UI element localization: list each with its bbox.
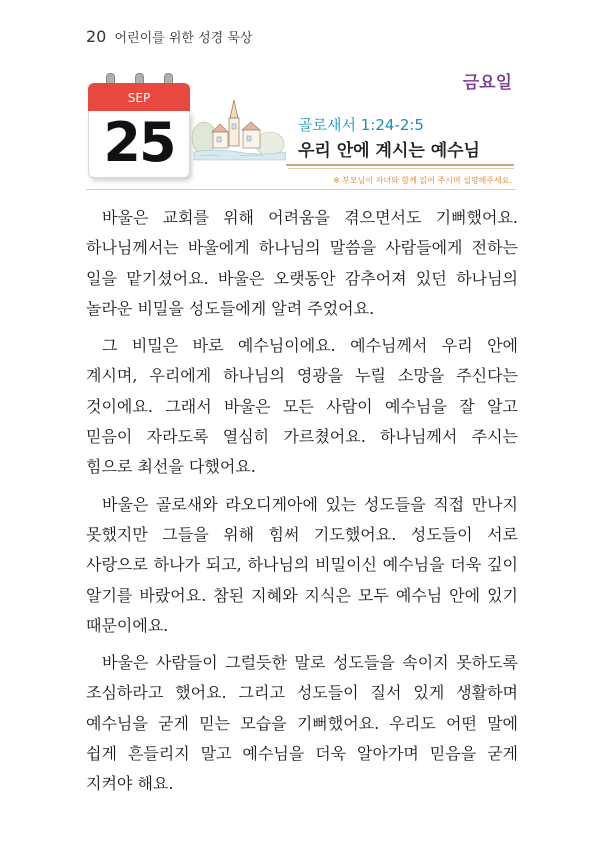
title-underline <box>288 168 514 169</box>
calendar-day: 25 <box>88 111 190 178</box>
parent-note: ※ 부모님이 자녀와 함께 읽어 주시며 설명해주세요. <box>332 176 512 185</box>
title-underline <box>286 164 514 166</box>
divider <box>86 189 516 190</box>
book-title: 어린이를 위한 성경 묵상 <box>114 31 253 46</box>
calendar-month: SEP <box>88 83 190 111</box>
paragraph: 바울은 사람들이 그럴듯한 말로 성도들을 속이지 못하도록 조심하라고 했어요. 그리고 성도들이 질서 있게 생활하며 예수님을 굳게 믿는 모습을 기뻐했어요. 우리도 어떤 말에 쉽게 흔들리지 말고 예수님을 더욱 알아가며 믿음을 굳게 지켜야 해요. <box>86 653 518 794</box>
paragraph: 바울은 교회를 위해 어려움을 겪으면서도 기뻐했어요. 하나님께서는 바울에게 하나님의 말씀을 사람들에게 전하는 일을 맡기셨어요. 바울은 오랫동안 감추어져 있던 하나님의 놀라운 비밀을 성도들에게 알려 주었어요. <box>86 208 518 318</box>
scripture-reference: 골로새서 1:24-2:5 <box>298 116 424 134</box>
devotion-title: 우리 안에 계시는 예수님 <box>298 141 480 161</box>
page-number: 20 <box>86 27 107 46</box>
paragraph: 그 비밀은 바로 예수님이에요. 예수님께서 우리 안에 계시며, 우리에게 하나님의 영광을 누릴 소망을 주신다는 것이에요. 그래서 바울은 모든 사람이 예수님을 잘 알고 믿음이 자라도록 열심히 가르쳤어요. 하나님께서 주시는 힘으로 최선을 다했어요. <box>86 336 518 477</box>
village-church-illustration <box>190 96 286 168</box>
calendar-icon <box>88 73 190 181</box>
weekday-label: 금요일 <box>462 73 512 93</box>
paragraph: 바울은 골로새와 라오디게아에 있는 성도들을 직접 만나지 못했지만 그들을 위해 힘써 기도했어요. 성도들이 서로 사랑으로 하나가 되고, 하나님의 비밀이신 예수님을 더욱 깊이 알기를 바랐어요. 참된 지혜와 지식은 모두 예수님 안에 있기 때문이에요. <box>86 494 518 635</box>
running-head <box>86 27 252 46</box>
devotion-body <box>86 203 518 807</box>
